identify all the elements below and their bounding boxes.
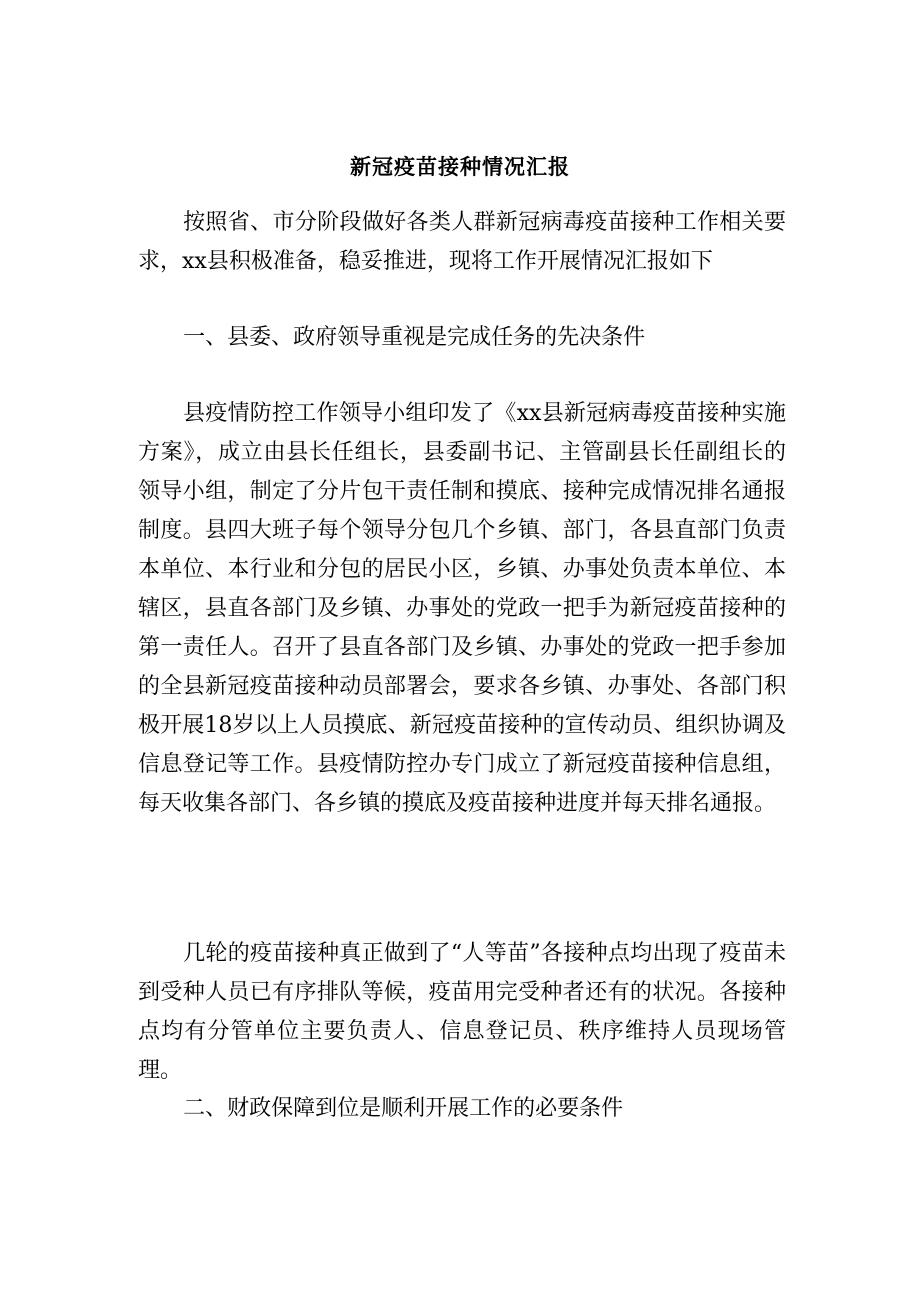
section2-heading: 二、财政保障到位是顺利开展工作的必要条件	[183, 1096, 624, 1121]
section1-heading: 一、县委、政府领导重视是完成任务的先决条件	[183, 325, 646, 350]
section1-paragraph-2: 几轮的疫苗接种真正做到了“人等苗”各接种点均出现了疫苗未到受种人员已有序排队等候，疫苗用完受种者还有的状况。各接种点均有分管单位主要负责人、信息登记员、秩序维持人员现场管理。	[138, 941, 786, 1083]
document-title: 新冠疫苗接种情况汇报	[350, 154, 570, 179]
section1-paragraph-1: 县疫情防控工作领导小组印发了《xx县新冠病毒疫苗接种实施方案》，成立由县长任组长，县委副书记、主管副县长任副组长的领导小组，制定了分片包干责任制和摸底、接种完成情况排名通报制度。县四大班子每个领导分包几个乡镇、部门，各县直部门负责本单位、本行业和分包的居民小区，乡镇、办事处负责本单位、本辖区，县直各部门及乡镇、办事处的党政一把手为新冠疫苗接种的第一责任人。召开了县直各部门及乡镇、办事处的党政一把手参加的全县新冠疫苗接种动员部署会，要求各乡镇、办事处、各部门积极开展18岁以上人员摸底、新冠疫苗接种的宣传动员、组织协调及信息登记等工作。县疫情防控办专门成立了新冠疫苗接种信息组，每天收集各部门、各乡镇的摸底及疫苗接种进度并每天排名通报。	[138, 401, 786, 816]
intro-paragraph: 按照省、市分阶段做好各类人群新冠病毒疫苗接种工作相关要求，xx县积极准备，稳妥推进，现将工作开展情况汇报如下	[138, 210, 786, 274]
